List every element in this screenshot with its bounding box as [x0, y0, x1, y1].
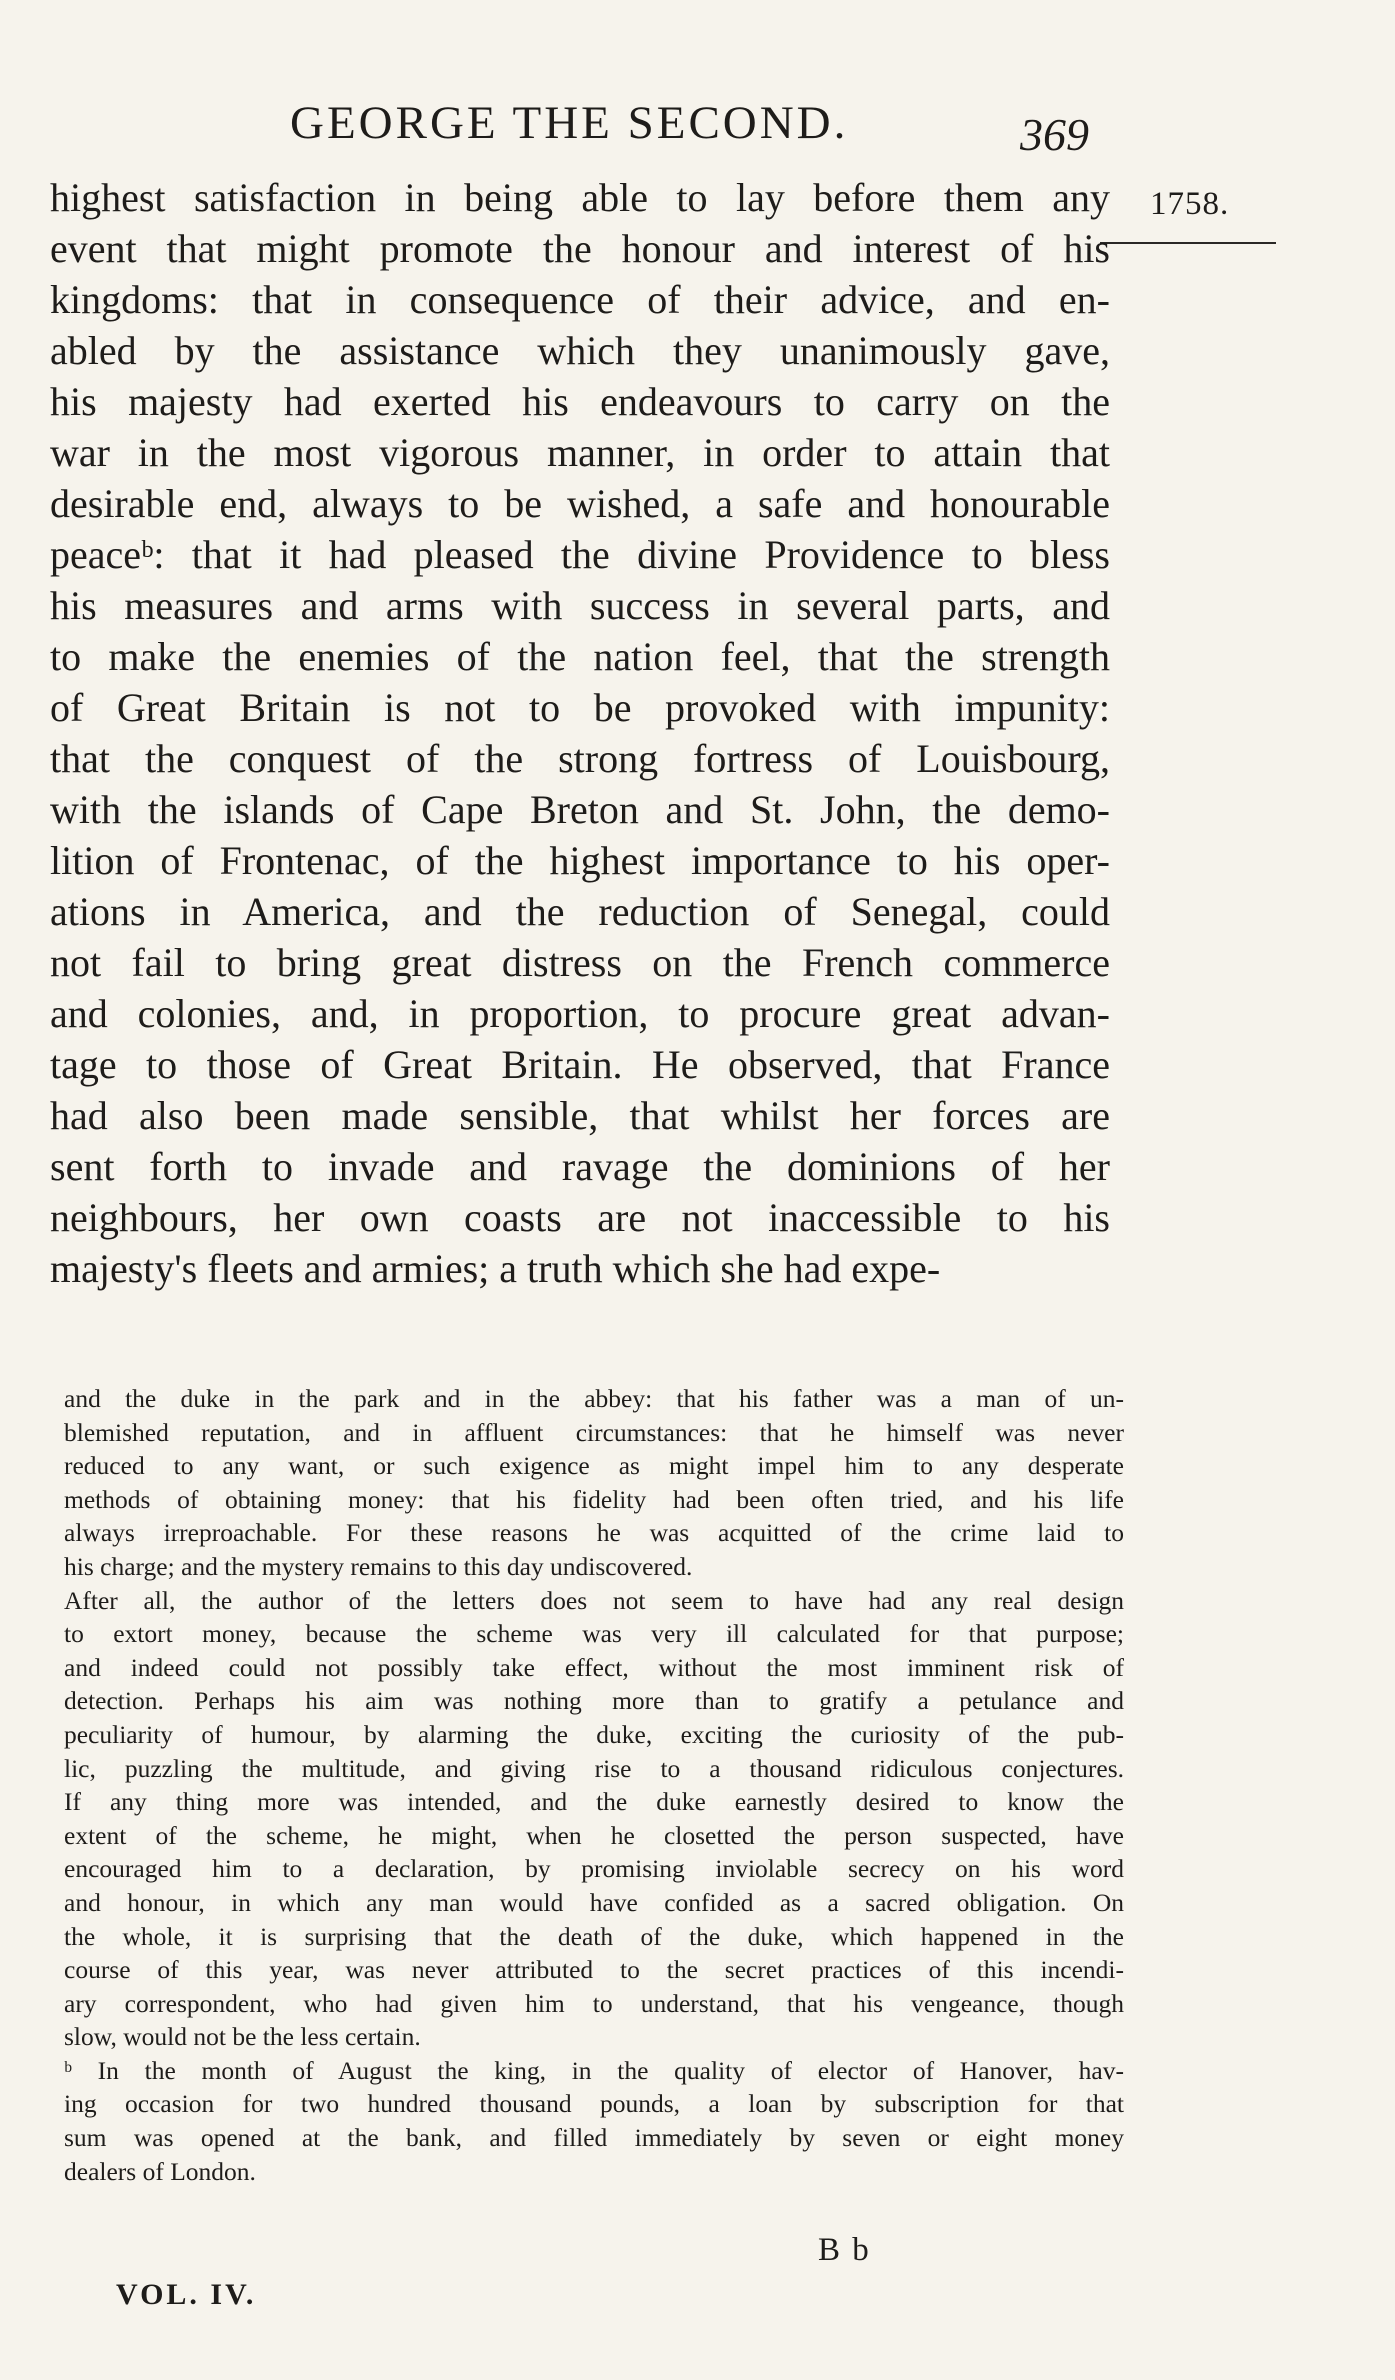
- footnote-line: course of this year, was never attributed to the secret practices of this incendi-: [64, 1955, 1124, 1985]
- footnotes: [64, 1382, 1124, 2188]
- signature-mark: B b: [818, 2232, 871, 2268]
- body-line: his measures and arms with success in several parts, and: [50, 583, 1110, 628]
- footnote-line: ing occasion for two hundred thousand pounds, a loan by subscription for that: [64, 2089, 1124, 2119]
- main-text: [50, 172, 1110, 1294]
- volume-label: VOL. IV.: [116, 2278, 257, 2311]
- footnote-line: ary correspondent, who had given him to understand, that his vengeance, though: [64, 1988, 1124, 2018]
- footnote-line: lic, puzzling the multitude, and giving rise to a thousand ridiculous conjectures.: [64, 1753, 1124, 1783]
- body-line: kingdoms: that in consequence of their advice, and en-: [50, 277, 1110, 322]
- footnote-line: and the duke in the park and in the abbey: that his father was a man of un-: [64, 1384, 1124, 1413]
- footnote-line: peculiarity of humour, by alarming the duke, exciting the curiosity of the pub-: [64, 1719, 1124, 1749]
- footnote-line: sum was opened at the bank, and filled immediately by seven or eight money: [64, 2123, 1124, 2153]
- body-line: neighbours, her own coasts are not inaccessible to his: [50, 1195, 1110, 1240]
- footnote-line: detection. Perhaps his aim was nothing more than to gratify a petulance and: [64, 1686, 1124, 1716]
- body-line: to make the enemies of the nation feel, that the strength: [50, 634, 1110, 679]
- body-line: majesty's fleets and armies; a truth which she had expe-: [50, 1246, 941, 1291]
- footnote-line: After all, the author of the letters does not seem to have had any real design: [64, 1585, 1124, 1615]
- body-line: peaceᵇ: that it had pleased the divine Providence to bless: [50, 532, 1110, 577]
- body-line: and colonies, and, in proportion, to procure great advan-: [50, 991, 1110, 1036]
- body-line: abled by the assistance which they unanimously gave,: [50, 328, 1110, 373]
- body-line: with the islands of Cape Breton and St. John, the demo-: [50, 787, 1110, 832]
- footnote-line: the whole, it is surprising that the death of the duke, which happened in the: [64, 1921, 1124, 1951]
- body-line: had also been made sensible, that whilst her forces are: [50, 1093, 1110, 1138]
- body-line: highest satisfaction in being able to lay before them any: [50, 175, 1110, 220]
- body-line: desirable end, always to be wished, a safe and honourable: [50, 481, 1110, 526]
- body-line: event that might promote the honour and interest of his: [50, 226, 1110, 271]
- body-line: ations in America, and the reduction of Senegal, could: [50, 889, 1110, 934]
- footnote-line: extent of the scheme, he might, when he closetted the person suspected, have: [64, 1820, 1124, 1850]
- footnote-line: his charge; and the mystery remains to this day undiscovered.: [64, 1551, 693, 1581]
- footnote-line: blemished reputation, and in affluent circumstances: that he himself was never: [64, 1417, 1124, 1447]
- body-line: of Great Britain is not to be provoked with impunity:: [50, 685, 1110, 730]
- footnote-line: methods of obtaining money: that his fidelity had been often tried, and his life: [64, 1484, 1124, 1514]
- body-line: sent forth to invade and ravage the dominions of her: [50, 1144, 1110, 1189]
- body-line: not fail to bring great distress on the French commerce: [50, 940, 1110, 985]
- footnote-line: dealers of London.: [64, 2156, 256, 2186]
- footnote-line: to extort money, because the scheme was very ill calculated for that purpose;: [64, 1619, 1124, 1649]
- footnote-line: reduced to any want, or such exigence as might impel him to any desperate: [64, 1451, 1124, 1481]
- body-line: tage to those of Great Britain. He observed, that France: [50, 1042, 1110, 1087]
- body-line: lition of Frontenac, of the highest importance to his oper-: [50, 838, 1110, 883]
- body-line: his majesty had exerted his endeavours to carry on the: [50, 379, 1110, 424]
- page-number: 369: [1020, 109, 1089, 160]
- body-line: war in the most vigorous manner, in order to attain that: [50, 430, 1110, 475]
- footnote-line: always irreproachable. For these reasons he was acquitted of the crime laid to: [64, 1518, 1124, 1548]
- margin-rule: [1100, 242, 1276, 244]
- footnote-line: and honour, in which any man would have confided as a sacred obligation. On: [64, 1887, 1124, 1917]
- footnote-line: ᵇ In the month of August the king, in the quality of elector of Hanover, hav-: [64, 2055, 1124, 2085]
- body-line: that the conquest of the strong fortress of Louisbourg,: [50, 736, 1110, 781]
- margin-year-note: 1758.: [1150, 186, 1230, 222]
- footnote-line: slow, would not be the less certain.: [64, 2022, 421, 2052]
- footnote-line: and indeed could not possibly take effect, without the most imminent risk of: [64, 1652, 1124, 1682]
- footnote-line: encouraged him to a declaration, by promising inviolable secrecy on his word: [64, 1854, 1124, 1884]
- running-head-title: GEORGE THE SECOND.: [290, 97, 849, 149]
- footnote-line: If any thing more was intended, and the duke earnestly desired to know the: [64, 1787, 1124, 1817]
